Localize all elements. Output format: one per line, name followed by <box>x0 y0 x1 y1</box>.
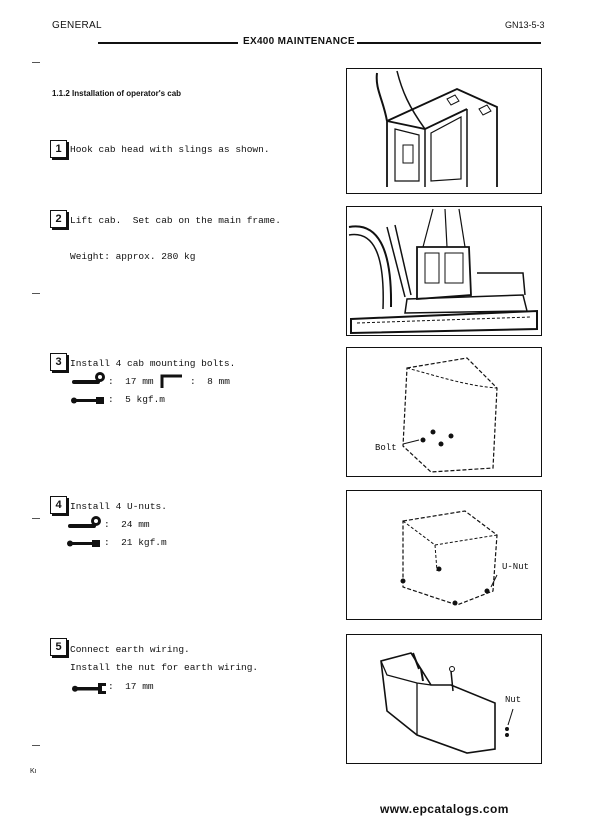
figure-cab-bolts <box>346 347 542 477</box>
spanner-icon <box>70 680 110 696</box>
unut-label: U-Nut <box>502 562 530 572</box>
margin-mark <box>32 293 40 294</box>
torque-wrench-icon <box>66 536 106 550</box>
figure-cab-slings <box>346 68 542 194</box>
cab-unuts-illustration <box>347 491 541 619</box>
nut-label: Nut <box>505 695 522 705</box>
header-section-label: GENERAL <box>52 20 102 31</box>
figure-excavator-lift <box>346 206 542 336</box>
page-code: GN13-5-3 <box>505 20 545 30</box>
step-number-2: 2 <box>50 210 67 228</box>
step-3-hexkey-size: : 8 mm <box>190 376 230 387</box>
socket-wrench-icon <box>70 370 110 388</box>
step-3-text: Install 4 cab mounting bolts. <box>70 358 236 369</box>
manual-title: EX400 MAINTENANCE <box>243 36 355 47</box>
torque-wrench-icon <box>70 393 110 407</box>
step-number-1: 1 <box>50 140 67 158</box>
hex-key-icon <box>160 373 184 389</box>
header-rule-left <box>98 42 238 44</box>
step-3-torque: : 5 kgf.m <box>108 394 166 405</box>
header-rule-right <box>357 42 541 44</box>
step-number-3: 3 <box>50 353 67 371</box>
step-5-line-2: Install the nut for earth wiring. <box>70 662 259 673</box>
step-2-text: Lift cab. Set cab on the main frame. <box>70 215 281 226</box>
margin-mark <box>32 745 40 746</box>
step-number-4: 4 <box>50 496 67 514</box>
margin-mark <box>32 62 40 63</box>
step-5-spanner-size: : 17 mm <box>108 681 154 692</box>
socket-wrench-icon <box>66 514 106 532</box>
step-4-socket-size: : 24 mm <box>104 519 150 530</box>
cab-slings-illustration <box>347 69 541 193</box>
step-4-torque: : 21 kgf.m <box>104 537 167 548</box>
section-title: 1.1.2 Installation of operator's cab <box>52 89 182 98</box>
bolt-label: Bolt <box>375 443 397 453</box>
footer-url[interactable]: www.epcatalogs.com <box>380 802 509 816</box>
step-number-5: 5 <box>50 638 67 656</box>
step-2-weight: Weight: approx. 280 kg <box>70 251 196 262</box>
figure-cab-unuts <box>346 490 542 620</box>
step-4-text: Install 4 U-nuts. <box>70 501 167 512</box>
margin-mark <box>32 518 40 519</box>
cab-bolts-illustration <box>347 348 541 476</box>
step-5-line-1: Connect earth wiring. <box>70 644 190 655</box>
excavator-illustration <box>347 207 541 335</box>
step-3-socket-size: : 17 mm <box>108 376 154 387</box>
corner-mark: Kı <box>30 768 37 775</box>
step-1-text: Hook cab head with slings as shown. <box>70 144 270 155</box>
